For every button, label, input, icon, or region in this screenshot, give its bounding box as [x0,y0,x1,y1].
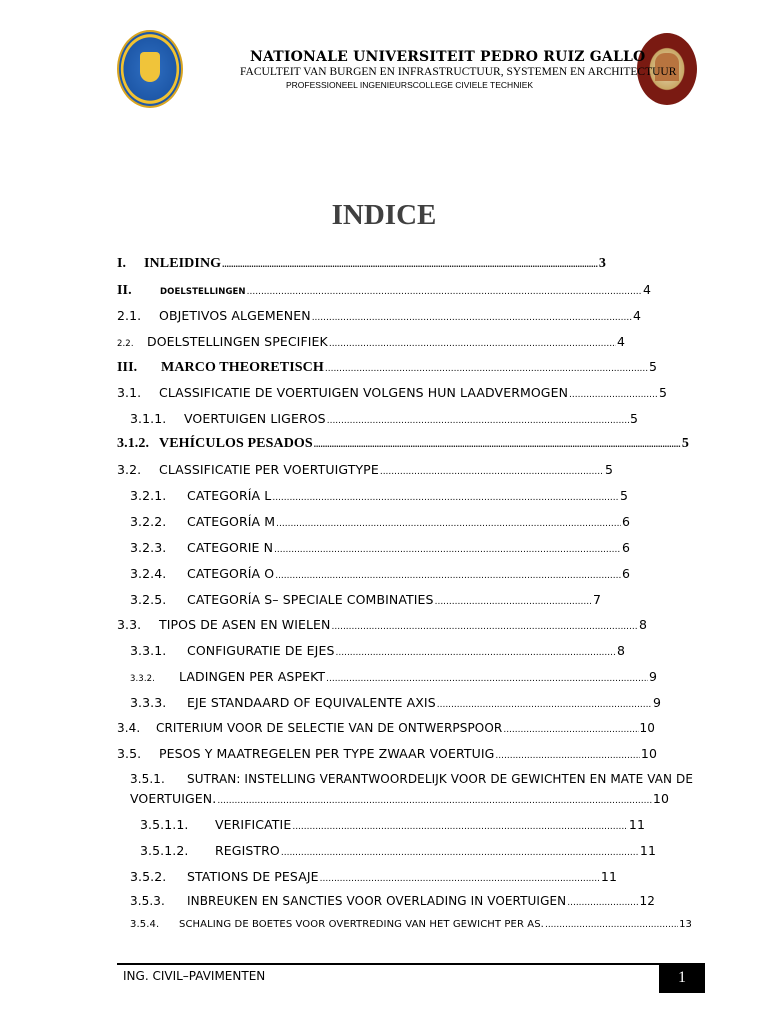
toc-number: III. [117,360,138,375]
toc-number: 3.2.3. [130,540,167,555]
toc-number: 3.3.3. [130,695,167,710]
toc-number: 3.5.4. [130,919,160,930]
toc-leader [437,701,652,710]
toc-number: II. [117,283,132,298]
shield-emblem [140,52,160,82]
toc-page: 3 [598,256,606,271]
toc-page: 5 [648,359,657,374]
toc-leader [276,520,621,529]
toc-leader [380,468,604,477]
toc-page: 11 [600,869,617,884]
toc-page: 8 [638,617,647,632]
toc-leader [495,752,639,761]
toc-entry[interactable] [117,334,625,349]
university-name: NATIONALE UNIVERSITEIT PEDRO RUIZ GALLO [250,49,646,65]
toc-page: 6 [621,514,630,529]
toc-label: SCHALING DE BOETES VOOR OVERTREDING VAN HET GEWICHT PER AS. [179,919,544,930]
toc-page: 5 [619,488,628,503]
toc-number: 3.1.1. [130,411,167,426]
toc-number: 2.2. [117,339,134,349]
toc-entry[interactable] [130,772,700,786]
toc-page: 13 [679,919,692,930]
toc-label: EJE STANDAARD OF EQUIVALENTE AXIS [187,695,436,710]
toc-entry[interactable] [117,436,689,452]
toc-leader [326,675,648,684]
toc-label: OBJETIVOS ALGEMENEN [159,308,311,323]
toc-number: 3.1.2. [117,436,150,451]
toc-leader [567,899,638,908]
toc-number: 3.2.5. [130,592,167,607]
toc-number: 3.2. [117,462,142,477]
page-number: 1 [659,963,705,993]
toc-page: 4 [632,308,641,323]
toc-entry[interactable] [140,817,645,832]
toc-page: 8 [616,643,625,658]
toc-number: 3.5.1.1. [140,817,189,832]
toc-entry[interactable] [130,869,617,884]
toc-label: MARCO THEORETISCH [161,360,324,375]
toc-number: 3.3.2. [130,674,155,684]
toc-leader [320,875,600,884]
toc-leader [281,849,639,858]
toc-entry[interactable] [130,411,638,426]
toc-entry[interactable] [130,643,625,658]
toc-leader [336,649,616,658]
toc-leader [217,797,652,806]
toc-page: 10 [640,746,657,761]
page-title: INDICE [331,199,437,231]
toc-leader [275,572,621,581]
toc-leader [274,546,621,555]
toc-page: 5 [681,436,689,451]
toc-number: 3.5.3. [130,894,165,908]
toc-leader [569,391,658,400]
toc-leader [292,823,628,832]
toc-entry[interactable] [117,308,641,323]
toc-entry[interactable] [117,721,655,735]
toc-label: REGISTRO [215,843,280,858]
toc-entry[interactable] [130,669,657,684]
toc-leader [329,340,616,349]
toc-number: 3.5.1. [130,772,165,786]
toc-entry[interactable] [130,592,601,607]
toc-page: 6 [621,566,630,581]
toc-number: 3.5.2. [130,869,167,884]
toc-leader [332,623,638,632]
toc-leader [312,314,632,323]
toc-page: 11 [639,843,656,858]
toc-entry[interactable] [130,514,630,529]
toc-label: CATEGORIE N [187,540,274,555]
toc-label: TIPOS DE ASEN EN WIELEN [159,617,331,632]
toc-entry[interactable] [117,746,657,761]
toc-number: 3.2.1. [130,488,167,503]
toc-label: CONFIGURATIE DE EJES [187,643,335,658]
toc-label: VOERTUIGEN LIGEROS [184,411,326,426]
toc-label-continued: VOERTUIGEN. [130,791,217,806]
toc-entry[interactable] [130,566,630,581]
toc-page: 4 [616,334,625,349]
toc-leader [314,440,681,449]
toc-label: CATEGORÍA S– SPECIALE COMBINATIES [187,592,434,607]
toc-page: 11 [628,817,645,832]
toc-label: CLASSIFICATIE PER VOERTUIGTYPE [159,462,379,477]
toc-number: 3.5. [117,746,142,761]
footer-divider [117,963,703,965]
toc-label: DOELSTELLINGEN [160,287,246,297]
toc-entry[interactable] [117,385,667,400]
toc-number: 2.1. [117,308,142,323]
toc-page: 9 [652,695,661,710]
toc-entry[interactable] [117,282,651,299]
toc-page: 9 [648,669,657,684]
school-name: PROFESSIONEEL INGENIEURSCOLLEGE CIVIELE TECHNIEK [286,80,534,90]
toc-entry[interactable] [117,359,657,376]
toc-entry[interactable] [117,462,613,477]
toc-entry[interactable] [140,843,656,858]
toc-leader [247,288,642,297]
toc-label: STATIONS DE PESAJE [187,869,319,884]
toc-page: 5 [658,385,667,400]
toc-label: CLASSIFICATIE DE VOERTUIGEN VOLGENS HUN LAADVERMOGEN [159,385,569,400]
toc-page: 4 [642,282,651,297]
university-seal-left [117,30,183,108]
toc-number: 3.4. [117,721,141,735]
toc-entry[interactable] [130,488,628,503]
toc-number: 3.3. [117,617,142,632]
toc-label: CATEGORÍA L [187,488,272,503]
toc-label: VEHÍCULOS PESADOS [159,436,313,451]
faculty-name: FACULTEIT VAN BURGEN EN INFRASTRUCTUUR, SYSTEMEN EN ARCHITECTUUR [240,66,677,78]
toc-label: VERIFICATIE [215,817,292,832]
footer-label: ING. CIVIL–PAVIMENTEN [123,969,266,983]
toc-entry[interactable] [117,256,606,272]
toc-number: I. [117,256,127,271]
toc-label: INLEIDING [144,256,222,271]
toc-label: CATEGORÍA O [187,566,275,581]
toc-entry[interactable] [130,919,692,930]
toc-page: 5 [604,462,613,477]
toc-page: 5 [629,411,638,426]
toc-label: INBREUKEN EN SANCTIES VOOR OVERLADING IN VOERTUIGEN [187,894,567,908]
toc-number: 3.2.4. [130,566,167,581]
toc-entry[interactable] [130,540,630,555]
toc-leader [222,260,598,269]
toc-entry-continued[interactable] [130,791,669,806]
toc-entry[interactable] [130,695,661,710]
toc-number: 3.3.1. [130,643,167,658]
toc-leader [503,726,638,735]
toc-number: 3.1. [117,385,142,400]
toc-leader [272,494,619,503]
toc-leader [545,921,678,930]
toc-leader [327,417,629,426]
toc-number: 3.5.1.2. [140,843,189,858]
toc-number: 3.2.2. [130,514,167,529]
toc-label: CRITERIUM VOOR DE SELECTIE VAN DE ONTWERPSPOOR [156,721,503,735]
toc-leader [435,598,592,607]
toc-label: SUTRAN: INSTELLING VERANTWOORDELIJK VOOR DE GEWICHTEN EN MATE VAN DE [187,772,694,786]
toc-page: 12 [639,894,655,908]
toc-label: LADINGEN PER ASPEKT [179,669,326,684]
toc-label: PESOS Y MAATREGELEN PER TYPE ZWAAR VOERTUIG [159,746,495,761]
toc-page: 6 [621,540,630,555]
toc-leader [325,365,648,374]
toc-page: 10 [652,791,669,806]
toc-entry[interactable] [117,617,647,632]
toc-label: DOELSTELLINGEN SPECIFIEK [147,334,328,349]
toc-label: CATEGORÍA M [187,514,276,529]
toc-page: 10 [639,721,655,735]
toc-entry[interactable] [130,894,655,908]
toc-page: 7 [592,592,601,607]
